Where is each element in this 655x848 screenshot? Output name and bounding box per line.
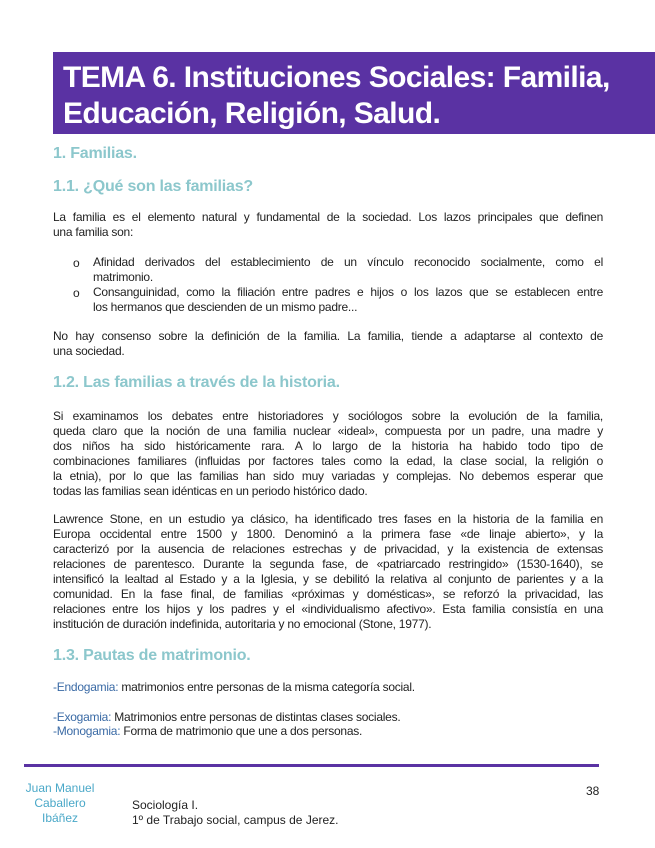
- subsection-heading: 1.3. Pautas de matrimonio.: [53, 647, 251, 664]
- text-line: los hermanos que descienden de un mismo padre...: [93, 300, 358, 314]
- footer-divider: [24, 764, 599, 767]
- subsection-heading: 1.2. Las familias a través de la historia.: [53, 374, 340, 391]
- author-line: Ibáñez: [41, 811, 79, 825]
- text-line: combinaciones familiares (influidas por factores tales como la edad, la clase social, la religión o: [53, 454, 603, 468]
- text-line: relaciones entre los hijos y los padres y el «individualismo afectivo». Esta familia consistía en una: [53, 602, 603, 616]
- author-line: Caballero: [34, 796, 86, 810]
- text-line: Lawrence Stone, en un estudio ya clásico, ha identificado tres fases en la historia de la familia en: [53, 512, 603, 526]
- definition-text: Matrimonios entre personas de distintas clases sociales.: [111, 710, 401, 724]
- definition-item: [53, 680, 603, 695]
- chapter-title-line: Educación, Religión, Salud.: [63, 97, 441, 130]
- text-line: una familia son:: [53, 225, 134, 239]
- text-line: intensificó la lealtad al Estado y a la Iglesia, y se debilitó la relativa al conjunto de parientes y a la: [53, 572, 603, 586]
- author-line: Juan Manuel: [25, 781, 95, 795]
- section-heading: 1. Familias.: [53, 145, 137, 162]
- definition-term: -Exogamia:: [53, 710, 112, 724]
- footer-course: [132, 798, 339, 828]
- text-line: Consanguinidad, como la filiación entre padres e hijos o los lazos que se establecen entre: [93, 285, 603, 299]
- course-line: 1º de Trabajo social, campus de Jerez.: [132, 813, 339, 827]
- text-line: Afinidad derivados del establecimiento de un vínculo reconocido socialmente, como el: [93, 255, 603, 269]
- text-line: comunidad. En la fase final, de familias «próximas y domésticas», se reforzó la privacidad, las: [53, 587, 603, 601]
- text-line: matrimonio.: [93, 270, 153, 284]
- text-line: la etnia), por lo que las familias han sido muy variadas y complejas. No debemos esperar que: [53, 469, 603, 483]
- definition-term: -Endogamia:: [53, 680, 119, 694]
- definition-term: -Monogamia:: [53, 724, 121, 738]
- page-number: 38: [586, 784, 600, 798]
- text-line: caracterizó por la ausencia de relaciones estrechas y de privacidad, y la existencia de extensas: [53, 542, 603, 556]
- course-line: Sociología I.: [132, 798, 199, 812]
- paragraph: [53, 409, 603, 499]
- text-line: todas las familias sean idénticas en un periodo histórico dado.: [53, 484, 368, 498]
- definition-text: Forma de matrimonio que une a dos personas.: [120, 724, 363, 738]
- definition-item: [53, 724, 603, 739]
- paragraph: [53, 512, 603, 632]
- text-line: una sociedad.: [53, 344, 125, 358]
- chapter-title-line: TEMA 6. Instituciones Sociales: Familia,: [63, 61, 610, 94]
- text-line: Si examinamos los debates entre historiadores y sociólogos sobre la evolución de la familia,: [53, 409, 603, 423]
- text-line: relaciones de parentesco. Durante la segunda fase, de «patriarcado restringido» (1530-1640), se: [53, 557, 603, 571]
- paragraph: [53, 210, 603, 240]
- definition-text: matrimonios entre personas de la misma categoría social.: [118, 680, 415, 694]
- bullet-icon: o: [73, 256, 80, 270]
- text-line: institución de duración indefinida, autoritaria y no emocional (Stone, 1977).: [53, 617, 432, 631]
- text-line: La familia es el elemento natural y fundamental de la sociedad. Los lazos principales que definen: [53, 210, 603, 224]
- text-line: No hay consenso sobre la definición de la familia. La familia, tiende a adaptarse al contexto de: [53, 329, 603, 343]
- bullet-item: [93, 285, 603, 315]
- paragraph: [53, 329, 603, 359]
- text-line: dos niños ha sido históricamente rara. A lo largo de la historia ha habido todo tipo de: [53, 439, 603, 453]
- subsection-heading: 1.1. ¿Qué son las familias?: [53, 178, 254, 195]
- text-line: Europa occidental entre 1500 y 1800. Denominó a la primera fase «de linaje abierto», y la: [53, 527, 603, 541]
- definition-item: [53, 710, 603, 725]
- footer-author: [10, 781, 110, 826]
- bullet-icon: o: [73, 286, 80, 300]
- text-line: queda claro que la noción de una familia nuclear «ideal», compuesta por un padre, una madre y: [53, 424, 603, 438]
- chapter-title-banner: [53, 52, 655, 134]
- bullet-item: [93, 255, 603, 285]
